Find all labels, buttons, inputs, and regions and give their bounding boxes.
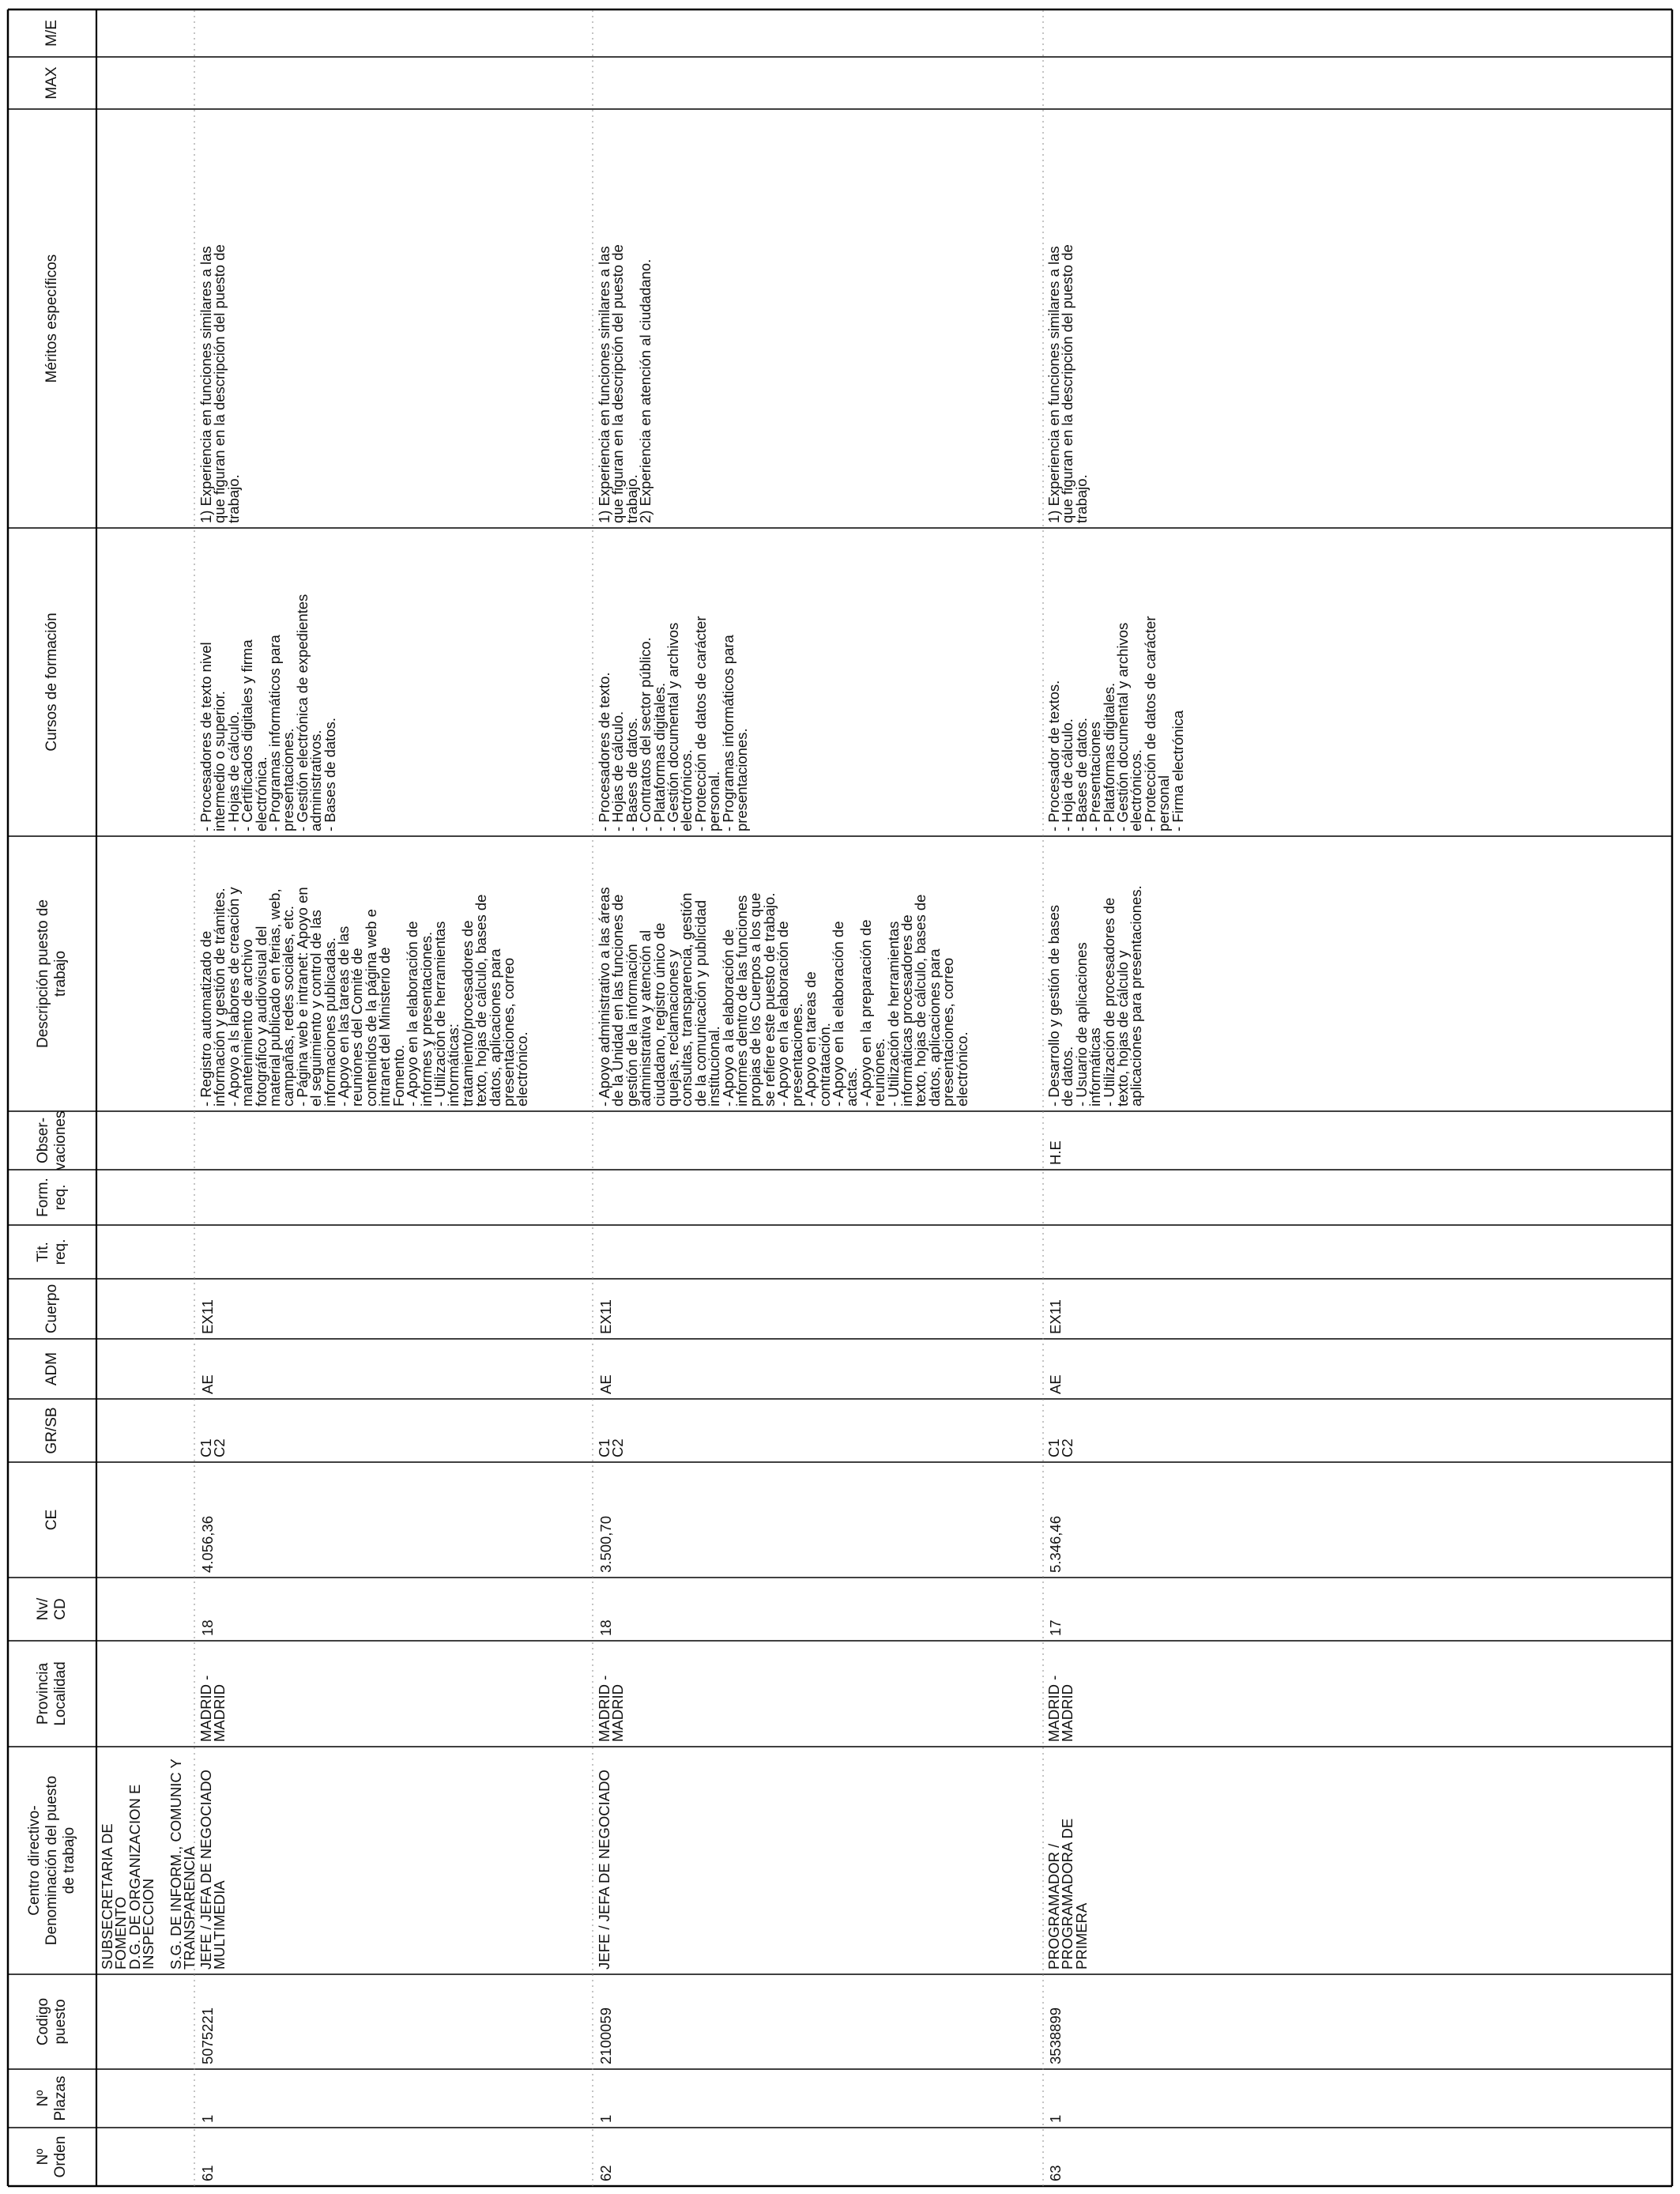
- row-63-cuerpo: EX11: [1047, 1299, 1064, 1334]
- row-62-plazas: 1: [597, 2114, 614, 2123]
- header-plazas: Nº Plazas: [35, 2075, 69, 2121]
- row-61-gr-sb: C1 C2: [198, 1438, 228, 1457]
- row-63-plazas: 1: [1047, 2114, 1064, 2123]
- header-cursos: Cursos de formación: [43, 613, 60, 752]
- row-62-cuerpo: EX11: [597, 1299, 614, 1334]
- row-61-orden: 61: [199, 2165, 216, 2181]
- row-61-descripcion: - Registro automatizado de información y gestión de trámites. - Apoyo a ls labores de creación y mantenimiento de archivo fotográfico y audiovisual del material publicado en ferias, web, campañas, redes sociales, etc. - Página web e intranet: Apoyo en el seguimiento y control de las informaciones publicadas. - Apoyo en las tareas de las reuniones del Comité de contenidos de la página web e intranet del Ministerio de Fomento. - Apoyo en la elaboración de informes y presentaciones. - Utilización de herramientas informáticas: tratamiento/procesadores de texto, hojas de cálculo, bases de datos, aplicaciones para presentaciones, correo electrónico.: [198, 887, 531, 1106]
- header-descripcion: Descripción puesto de trabajo: [35, 899, 69, 1048]
- row-63-provincia: MADRID - MADRID: [1045, 1675, 1076, 1742]
- row-62-meritos: 1) Experiencia en funciones similares a las que figuran en la descripción del puesto de trabajo. 2) Experiencia en atención al ciudadano.: [596, 244, 654, 523]
- row-62-provincia: MADRID - MADRID: [596, 1675, 627, 1742]
- row-62-adm: AE: [597, 1374, 614, 1394]
- row-63-cursos: - Procesador de textos. - Hoja de cálculo. - Bases de datos. - Presentaciones - Plataformas digitales. - Gestión documental y archivos electrónicos. - Protección de datos de carácter personal - Firma electrónica: [1045, 616, 1186, 831]
- row-61-puesto: JEFE / JEFA DE NEGOCIADO MULTIMEDIA: [198, 1770, 228, 1970]
- unit-name: SUBSECRETARIA DE FOMENTO D.G. DE ORGANIZACION E INSPECCION S.G. DE INFORM., COMUNIC Y TRANSPARENCIA: [99, 1759, 198, 1970]
- row-63-codigo: 3538899: [1047, 2007, 1064, 2064]
- header-provincia: Provincia Localidad: [35, 1661, 69, 1726]
- header-gr-sb: GR/SB: [43, 1407, 60, 1454]
- row-63-gr-sb: C1 C2: [1045, 1438, 1076, 1457]
- header-meritos: Méritos específicos: [43, 254, 60, 383]
- row-61-adm: AE: [199, 1374, 216, 1394]
- row-63-nivel: 17: [1047, 1619, 1064, 1636]
- row-62-puesto: JEFE / JEFA DE NEGOCIADO: [596, 1770, 612, 1970]
- header-centro-directivo: Centro directivo- Denominación del puesto de trabajo: [26, 1775, 77, 1946]
- header-observaciones: Obser- vaciones: [35, 1110, 69, 1171]
- row-63-observaciones: H.E: [1047, 1140, 1064, 1165]
- header-orden: Nº Orden: [35, 2136, 69, 2178]
- row-62-orden: 62: [597, 2165, 614, 2181]
- header-cuerpo: Cuerpo: [43, 1284, 60, 1334]
- row-62-codigo: 2100059: [597, 2007, 614, 2064]
- row-61-plazas: 1: [199, 2114, 216, 2123]
- row-63-meritos: 1) Experiencia en funciones similares a las que figuran en la descripción del puesto de trabajo.: [1045, 244, 1090, 523]
- header-codigo: Codigo puesto: [35, 1997, 69, 2046]
- header-formacion: Form. req.: [35, 1178, 69, 1217]
- row-61-provincia: MADRID - MADRID: [198, 1675, 228, 1742]
- row-62-descripcion: - Apoyo administrativo a las áreas de la Unidad en las funciones de gestión de la información administrativa y atención al ciudadano, registro único de quejas, reclamaciones y consultas, transparencia, gestión de la comunicación y publicidad institucional. - Apoyo a la elaboración de informes dentro de las funciones propias de los Cuerpos a los que se refiere este puesto de trabajo. - Apoyo en la elaboración de presentaciones. - Apoyo en tareas de contratación. - Apoyo en la elaboración de actas. - Apoyo en la preparación de reuniones. - Utilización de herramientas informáticas procesadores de texto, hojas de cálculo, bases de datos, aplicaciones para presentaciones, correo electrónico.: [596, 887, 970, 1106]
- row-61-meritos: 1) Experiencia en funciones similares a las que figuran en la descripción del puesto de trabajo.: [198, 244, 242, 523]
- row-62-gr-sb: C1 C2: [596, 1438, 627, 1457]
- row-63-orden: 63: [1047, 2165, 1064, 2181]
- header-ce: CE: [43, 1509, 60, 1531]
- header-me: M/E: [43, 20, 60, 47]
- row-61-ce: 4.056,36: [199, 1515, 216, 1573]
- header-adm: ADM: [43, 1351, 60, 1386]
- row-62-nivel: 18: [597, 1619, 614, 1636]
- row-63-adm: AE: [1047, 1374, 1064, 1394]
- row-63-puesto: PROGRAMADOR / PROGRAMADORA DE PRIMERA: [1045, 1818, 1090, 1970]
- header-max: MAX: [43, 66, 60, 100]
- row-62-cursos: - Procesadores de texto. - Hojas de cálculo. - Bases de datos. - Contratos del sector público. - Plataformas digitales. - Gestión documental y archivos electrónicos. - Protección de datos de carácter personal. - Programas informáticos para presentaciones.: [596, 616, 751, 831]
- row-63-ce: 5.346,46: [1047, 1515, 1064, 1573]
- header-nivel: Nv/ CD: [35, 1597, 69, 1621]
- row-61-cuerpo: EX11: [199, 1299, 216, 1334]
- row-62-ce: 3.500,70: [597, 1515, 614, 1573]
- row-61-cursos: - Procesadores de texto nivel intermedio o superior. - Hojas de cálculo. - Certificados digitales y firma electrónica. - Programas informáticos para presentaciones. - Gestión electrónica de expedientes administrativos. - Bases de datos.: [198, 594, 338, 831]
- header-titulacion: Tit. req.: [35, 1238, 69, 1265]
- row-61-nivel: 18: [199, 1619, 216, 1636]
- row-63-descripcion: - Desarrollo y gestión de bases de datos. - Usuario de aplicaciones informáticas - Utilización de procesadores de texto, hojas de cálculo y aplicaciones para presentaciones.: [1045, 885, 1145, 1106]
- row-61-codigo: 5075221: [199, 2007, 216, 2064]
